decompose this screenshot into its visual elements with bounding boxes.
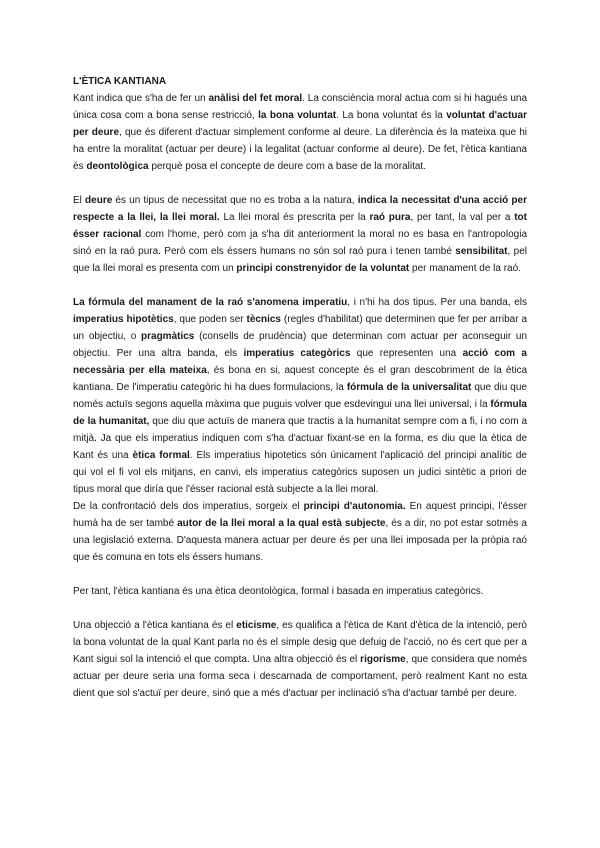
text-run: El [73, 195, 86, 206]
text-run: . La bona voluntat és la [336, 110, 447, 121]
text-run: , per tant, la val per a [410, 212, 515, 223]
bold-term: tot ésser racional [73, 212, 527, 240]
bold-term: autor de la llei moral a la qual està subjecte [177, 518, 386, 529]
bold-term: anàlisi del fet moral [208, 93, 303, 104]
text-run: perquè posa el concepte de deure com a base de la moralitat. [148, 161, 426, 172]
text-run: Una objecció a l'ètica kantiana és el [73, 620, 237, 631]
text-run: De la confrontació dels dos imperatius, sorgeix el [73, 501, 304, 512]
bold-term: rigorisme [360, 654, 406, 665]
paragraph-autonomia [73, 498, 527, 566]
paragraph-conclusio [73, 583, 527, 600]
text-run: és un tipus de necessitat que no es troba a la natura, [112, 195, 358, 206]
bold-term: tècnics [246, 314, 281, 325]
text-run: (consells de prudència) que determinan com actuar per aconseguir un objectiu. Per una altra banda, els [73, 331, 528, 359]
text-run: , pel que la llei moral es presenta com un [73, 246, 527, 274]
bold-term: raó pura [369, 212, 411, 223]
bold-term: fórmula de la universalitat [346, 382, 472, 393]
bold-term: voluntat d'actuar per deure [73, 110, 527, 138]
text-run: , i n'hi ha dos tipus. Per una banda, els [347, 297, 528, 308]
text-run: , és bona en si, aquest concepte és el gran descobriment de la ètica kantiana. De l'imperatiu categòric hi ha dues formulacions, la [73, 365, 528, 393]
text-run: Per tant, l'ètica kantiana és una ètica deontològica, formal i basada en imperatius categòrics. [73, 586, 484, 597]
bold-term: deontològica [86, 161, 149, 172]
bold-term: imperatius hipotètics [73, 314, 174, 325]
bold-term: imperatius categòrics [243, 348, 351, 359]
bold-term: pragmàtics [141, 331, 195, 342]
bold-term: principi d'autonomia. [303, 501, 406, 512]
text-run: que diu que actuïs de manera que tractis a la humanitat sempre com a fi, i no com a mitjà. Ja que els imperatius indiquen com s'ha d'actuar fixant-se en la forma, es diu que la ètica de Kant és una [73, 416, 528, 461]
bold-term: sensibilitat [455, 246, 508, 257]
document-page [73, 73, 527, 719]
paragraph-deure [73, 192, 527, 277]
text-run: com l'home, però com ja s'ha dit anteriorment la moral no es basa en l'antropologia sinó en la raó pura. Però com els éssers humans no són sol raó pura i tenen també [73, 229, 527, 257]
bold-term: ètica formal [132, 450, 190, 461]
text-run: . Els imperatius hipotetics són únicament l'aplicació del principi analític de qui vol el fi vol els mitjans, en canvi, els imperatius categòrics suposen un judici sintètic a priori de tipus moral que diría que l'ésser racional està subjecte a la llei moral. [73, 450, 527, 495]
bold-term: indica la necessitat d'una acció per respecte a la llei, la llei moral. [73, 195, 527, 223]
paragraph-bona-voluntat [73, 90, 527, 175]
text-run: , que considera que només actuar per deure seria una forma seca i descarnada de comportament, però realment Kant no esta dient que sol s'actuï per deure, sinó que a més d'actuar per inclinació s'ha d'actuar també per deure. [73, 654, 527, 699]
text-run: , es qualifica a l'ètica de Kant d'ètica de la intenció, però la bona voluntat de la qual Kant parla no és el simple desig que defuig de l'acció, no és cert que per a Kant sigui sol la intenció el que compta. Una altra objecció és el [73, 620, 527, 665]
document-title: L'ÈTICA KANTIANA [73, 76, 167, 87]
text-run: , que poden ser [173, 314, 247, 325]
text-run: Kant indica que s'ha de fer un [73, 93, 209, 104]
bold-term: acció com a necessària per ella mateixa [73, 348, 527, 376]
text-run: que representen una [350, 348, 463, 359]
text-run: (regles d'habilitat) que determinen que fer per arribar a un objectiu, o [73, 314, 528, 342]
text-run: , que és diferent d'actuar simplement conforme al deure. La diferència és la mateixa que hi ha entre la moralitat (actuar per deure) i la legalitat (actuar conforme al deure). De fet, l'ètica kantiana és [73, 127, 527, 172]
paragraph-objeccions [73, 617, 527, 702]
bold-term: eticisme [236, 620, 277, 631]
bold-term: La fórmula del manament de la raó s'anomena imperatiu [73, 297, 348, 308]
bold-term: principi constrenyidor de la voluntat [236, 263, 410, 274]
bold-term: deure [85, 195, 113, 206]
paragraph-imperatius [73, 294, 527, 498]
text-run: que diu que només actuïs segons aquella màxima que puguis volver que esdevingui una llei universal, i la [73, 382, 527, 410]
text-run: , és a dir, no pot estar sotmès a una legislació externa. D'aquesta manera actuar per deure és per una llei imposada per la pròpia raó que és comuna en tots els éssers humans. [73, 518, 527, 563]
bold-term: fórmula de la humanitat, [73, 399, 527, 427]
text-run: La llei moral és prescrita per la [219, 212, 370, 223]
text-run: . La consciència moral actua com si hi hagués una única cosa com a bona sense restricció, [73, 93, 528, 121]
text-run: En aquest principi, l'ésser humà ha de ser també [73, 501, 528, 529]
text-run: per manament de la raó. [409, 263, 521, 274]
bold-term: la bona voluntat [258, 110, 337, 121]
